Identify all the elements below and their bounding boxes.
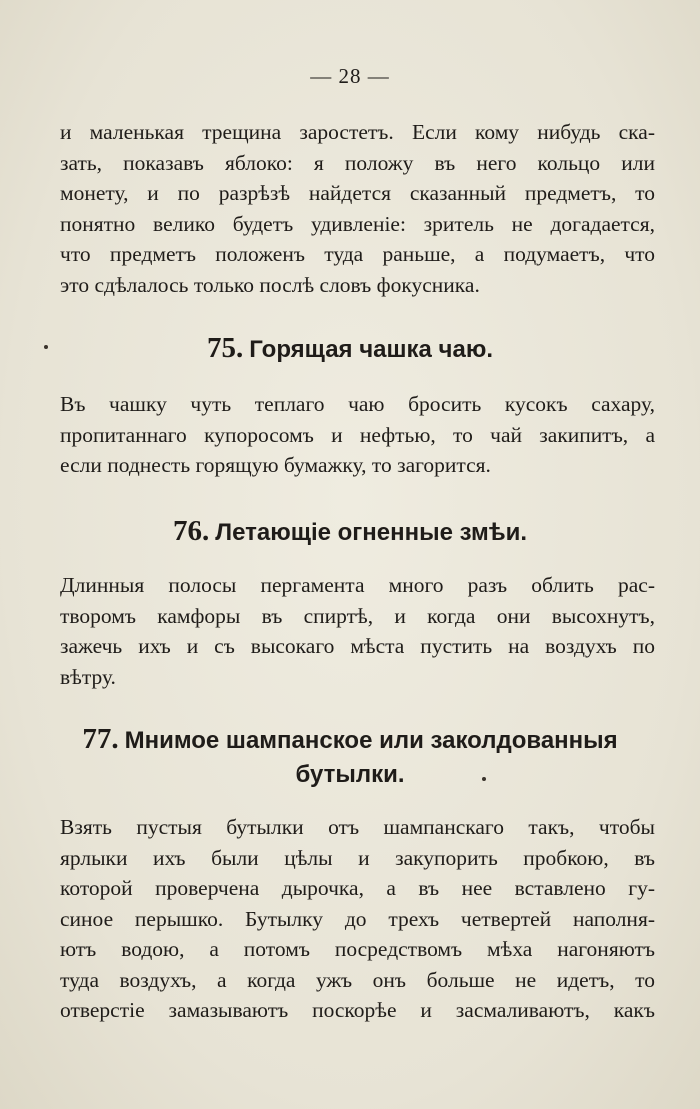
section-heading-76 [40,514,660,550]
section-title: Летающіе огненные змѣи. [215,519,528,546]
text-line: что предметъ положенъ туда раньше, а подумаетъ, что [60,242,655,266]
section-heading-77 [40,722,660,792]
section-heading-75 [40,331,660,367]
text-line: пропитаннаго купоросомъ и нефтью, то чай закипитъ, а [60,422,655,447]
text-line: вѣтру. [60,664,116,689]
text-line: ярлыки ихъ были цѣлы и закупорить пробкою, въ [60,845,655,870]
text-line: творомъ камфоры въ спиртѣ, и когда они высохнутъ, [60,603,655,628]
text-line: если поднесть горящую бумажку, то загорится. [60,453,491,477]
ink-speck [44,345,48,349]
ink-speck [482,777,486,781]
text-line: понятно велико будетъ удивленіе: зритель не догадается, [60,211,655,236]
section-number: 77. [82,723,119,755]
text-line: Въ чашку чуть теплаго чаю бросить кусокъ сахару, [60,392,655,416]
text-line: зать, показавъ яблоко: я положу въ него кольцо или [60,150,655,175]
text-line: ютъ водою, а потомъ посредствомъ мѣха нагоняютъ [60,937,655,961]
section-number: 75. [207,332,244,364]
section-77-text [60,812,655,1026]
text-line: Длинныя полосы пергамента много разъ облить рас- [60,573,655,597]
section-title-line-2: бутылки. [295,761,405,788]
text-line: зажечь ихъ и съ высокаго мѣста пустить на воздухъ по [60,634,655,658]
text-line: монету, и по разрѣзѣ найдется сказанный предметъ, то [60,181,655,205]
text-line: и маленькая трещина заростетъ. Если кому нибудь ска- [60,120,655,144]
section-title-line-1: Мнимое шампанское или заколдованныя [124,727,618,754]
text-line: туда воздухъ, а когда ужъ онъ больше не идетъ, то [60,967,655,992]
section-title: Горящая чашка чаю. [249,336,493,363]
text-line: Взять пустыя бутылки отъ шампанскаго такъ, чтобы [60,815,655,839]
page-number: — 28 — [310,64,390,88]
paragraph-continued [60,117,655,300]
section-number: 76. [172,515,210,547]
text-line: которой проверчена дырочка, а въ нее вставлено гу- [60,876,655,900]
section-75-text [60,389,655,481]
text-line: синое перышко. Бутылку до трехъ четвертей наполня- [60,906,655,931]
text-line: отверстіе замазываютъ поскорѣе и засмаливаютъ, какъ [60,998,655,1022]
text-line: это сдѣлалось только послѣ словъ фокусника. [60,272,480,297]
section-76-text [60,570,655,692]
